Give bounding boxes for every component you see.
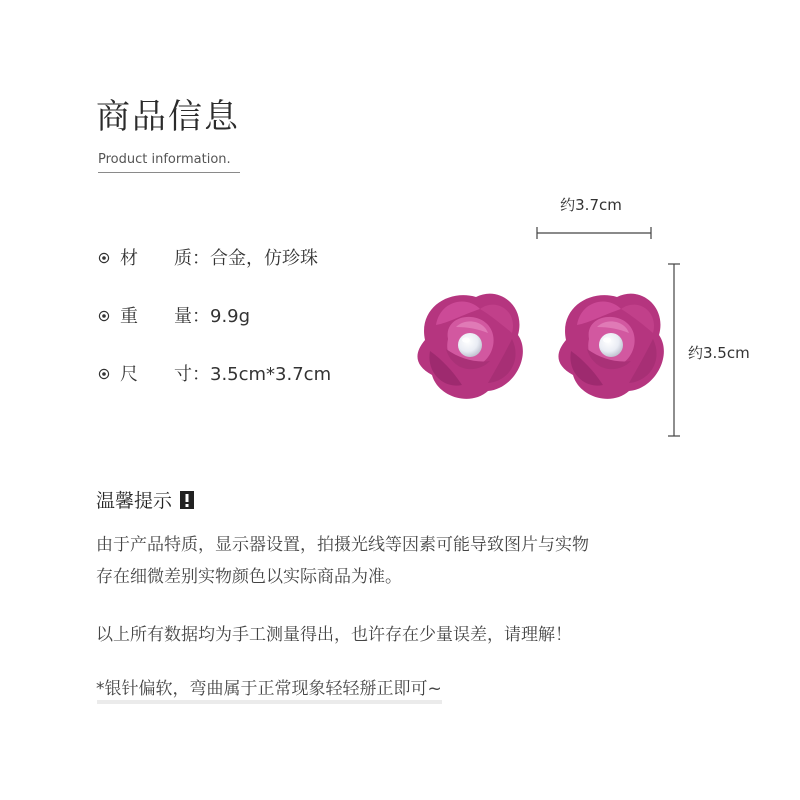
target-bullet-icon: [98, 368, 110, 380]
target-bullet-icon: [98, 252, 110, 264]
subtitle-underline: [98, 172, 240, 173]
spec-weight: [98, 308, 250, 326]
height-label: 约3.5cm: [688, 344, 750, 362]
page-title: 商品信息: [96, 97, 240, 137]
height-dimension-line: [668, 264, 680, 436]
spec-value: 9.9g: [210, 306, 251, 327]
spec-value: 合金，仿珍珠: [210, 248, 318, 269]
page-subtitle: Product information.: [98, 152, 231, 167]
tip-line-3: 以上所有数据均为手工测量得出，也许存在少量误差，请理解！: [96, 625, 572, 645]
tip-line-1: 由于产品特质，显示器设置，拍摄光线等因素可能导致图片与实物: [96, 535, 589, 555]
spec-size: [98, 366, 331, 384]
spec-key-first: 材: [120, 248, 138, 269]
spec-key-second: 质：: [174, 248, 210, 269]
left-earring: [417, 294, 522, 399]
spec-material: [98, 250, 318, 268]
tips-heading: [96, 492, 194, 511]
width-dimension-line: [537, 227, 651, 239]
spec-key-first: 重: [120, 306, 138, 327]
tips-heading-text: 温馨提示: [96, 490, 173, 512]
spec-key-first: 尺: [120, 364, 138, 385]
right-earring: [558, 294, 663, 399]
spec-value: 3.5cm*3.7cm: [210, 364, 332, 385]
tip-line-2: 存在细微差别实物颜色以实际商品为准。: [96, 567, 402, 587]
target-bullet-icon: [98, 310, 110, 322]
spec-key-second: 寸：: [174, 364, 210, 385]
spec-key-second: 量：: [174, 306, 210, 327]
product-image: [400, 180, 780, 450]
exclamation-icon: [180, 491, 194, 509]
tip-line-4: *银针偏软，弯曲属于正常现象轻轻掰正即可~: [96, 679, 442, 699]
width-label: 约3.7cm: [560, 196, 622, 214]
